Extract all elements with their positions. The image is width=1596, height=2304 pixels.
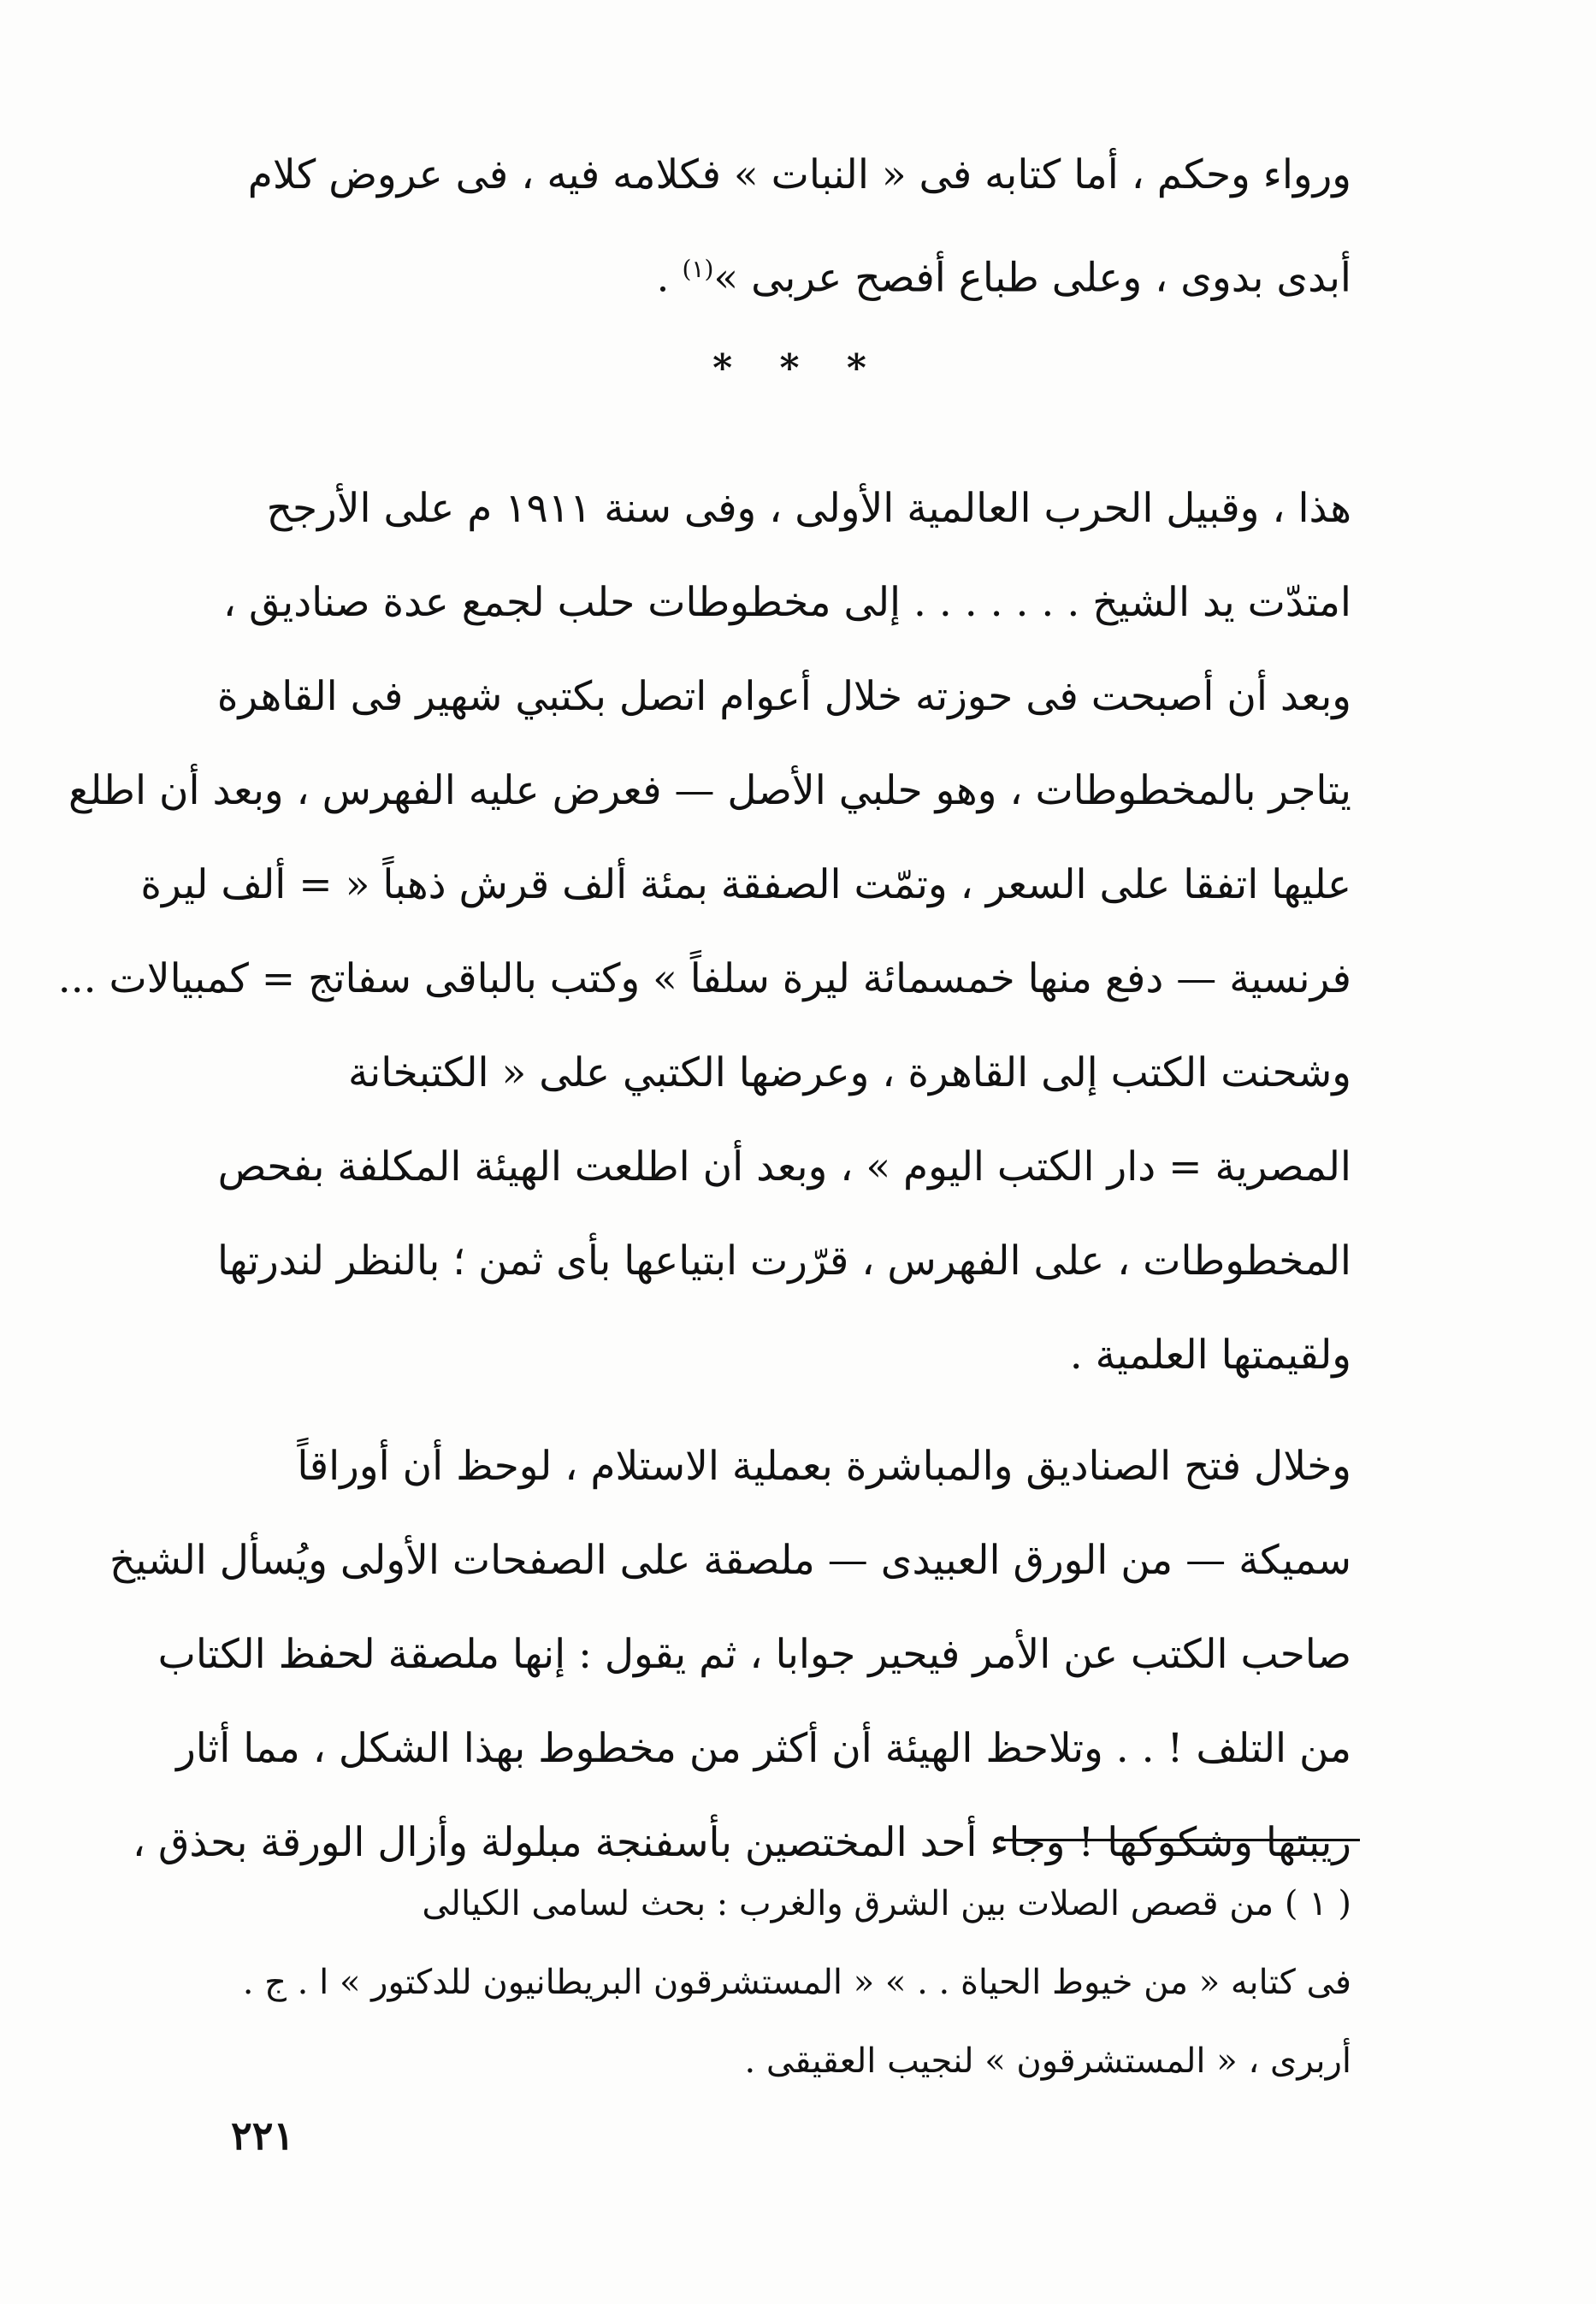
main-text xyxy=(57,462,1351,1890)
paragraph-1 xyxy=(57,462,1351,1026)
section-separator: * * * xyxy=(712,346,884,390)
paragraph-gap xyxy=(231,1403,1351,1420)
text-line: فرنسية — دفع منها خمسمائة ليرة سلفاً » وكتب بالباقى سفاتج = كمبيالات ... xyxy=(57,955,1351,1002)
opening-paragraph xyxy=(231,128,1351,316)
text-line: عليها اتفقا على السعر ، وتمّت الصفقة بمئة ألف قرش ذهباً « = ألف ليرة xyxy=(140,861,1351,908)
text-line: من التلف ! . . وتلاحظ الهيئة أن أكثر من مخطوط بهذا الشكل ، مما أثار xyxy=(176,1725,1351,1772)
footnote-divider xyxy=(1001,1839,1360,1841)
paragraph-3 xyxy=(109,1420,1351,1890)
text-line: ولقيمتها العلمية . xyxy=(1069,1332,1351,1379)
text-line: امتدّت يد الشيخ . . . . . . . إلى مخطوطات حلب لجمع عدة صناديق ، xyxy=(222,579,1351,626)
text-line: هذا ، وقبيل الحرب العالمية الأولى ، وفى سنة ١٩١١ م على الأرجح xyxy=(266,485,1351,532)
footnote-line: أربرى ، « المستشرقون » لنجيب العقيقى . xyxy=(744,2041,1351,2081)
text-line: المخطوطات ، على الفهرس ، قرّرت ابتياعها بأى ثمن ؛ بالنظر لندرتها xyxy=(217,1238,1351,1285)
text-line: المصرية = دار الكتب اليوم » ، وبعد أن اطلعت الهيئة المكلفة بفحص xyxy=(217,1143,1351,1190)
footnote-line: فى كتابه « من خيوط الحياة . . » « المستشرقون البريطانيون للدكتور » ا . ج . xyxy=(242,1963,1351,2002)
footnote xyxy=(231,1864,1351,2100)
text-line: وبعد أن أصبحت فى حوزته خلال أعوام اتصل بكتبي شهير فى القاهرة xyxy=(216,673,1351,720)
footnote-marker: (١) xyxy=(682,255,714,283)
text-line: وخلال فتح الصناديق والمباشرة بعملية الاستلام ، لوحظ أن أوراقاً xyxy=(297,1443,1351,1490)
text-line: يتاجر بالمخطوطات ، وهو حلبي الأصل — فعرض عليه الفهرس ، وبعد أن اطلع xyxy=(68,767,1351,814)
text-line: سميكة — من الورق العبيدى — ملصقة على الصفحات الأولى ويُسأل الشيخ xyxy=(109,1537,1351,1584)
text-line: وشحنت الكتب إلى القاهرة ، وعرضها الكتبي على « الكتبخانة xyxy=(347,1049,1351,1096)
paragraph-2 xyxy=(217,1026,1351,1403)
page-number: ٢٢١ xyxy=(231,2112,295,2159)
footnote-line: ( ١ ) من قصص الصلات بين الشرق والغرب : بحث لسامى الكيالى xyxy=(422,1884,1351,1923)
sentence-end: . xyxy=(656,254,670,302)
text-line: صاحب الكتب عن الأمر فيحير جوابا ، ثم يقول : إنها ملصقة لحفظ الكتاب xyxy=(157,1631,1351,1678)
text-line: ريبتها وشكوكها ! وجاء أحد المختصين بأسفنجة مبلولة وأزال الورقة بحذق ، xyxy=(132,1819,1351,1866)
text-line xyxy=(231,222,1351,316)
text-line-content: أبدى بدوى ، وعلى طباع أفصح عربى » xyxy=(713,254,1351,302)
text-line: ورواء وحكم ، أما كتابه فى « النبات » فكلامه فيه ، فى عروض كلام xyxy=(247,151,1351,198)
